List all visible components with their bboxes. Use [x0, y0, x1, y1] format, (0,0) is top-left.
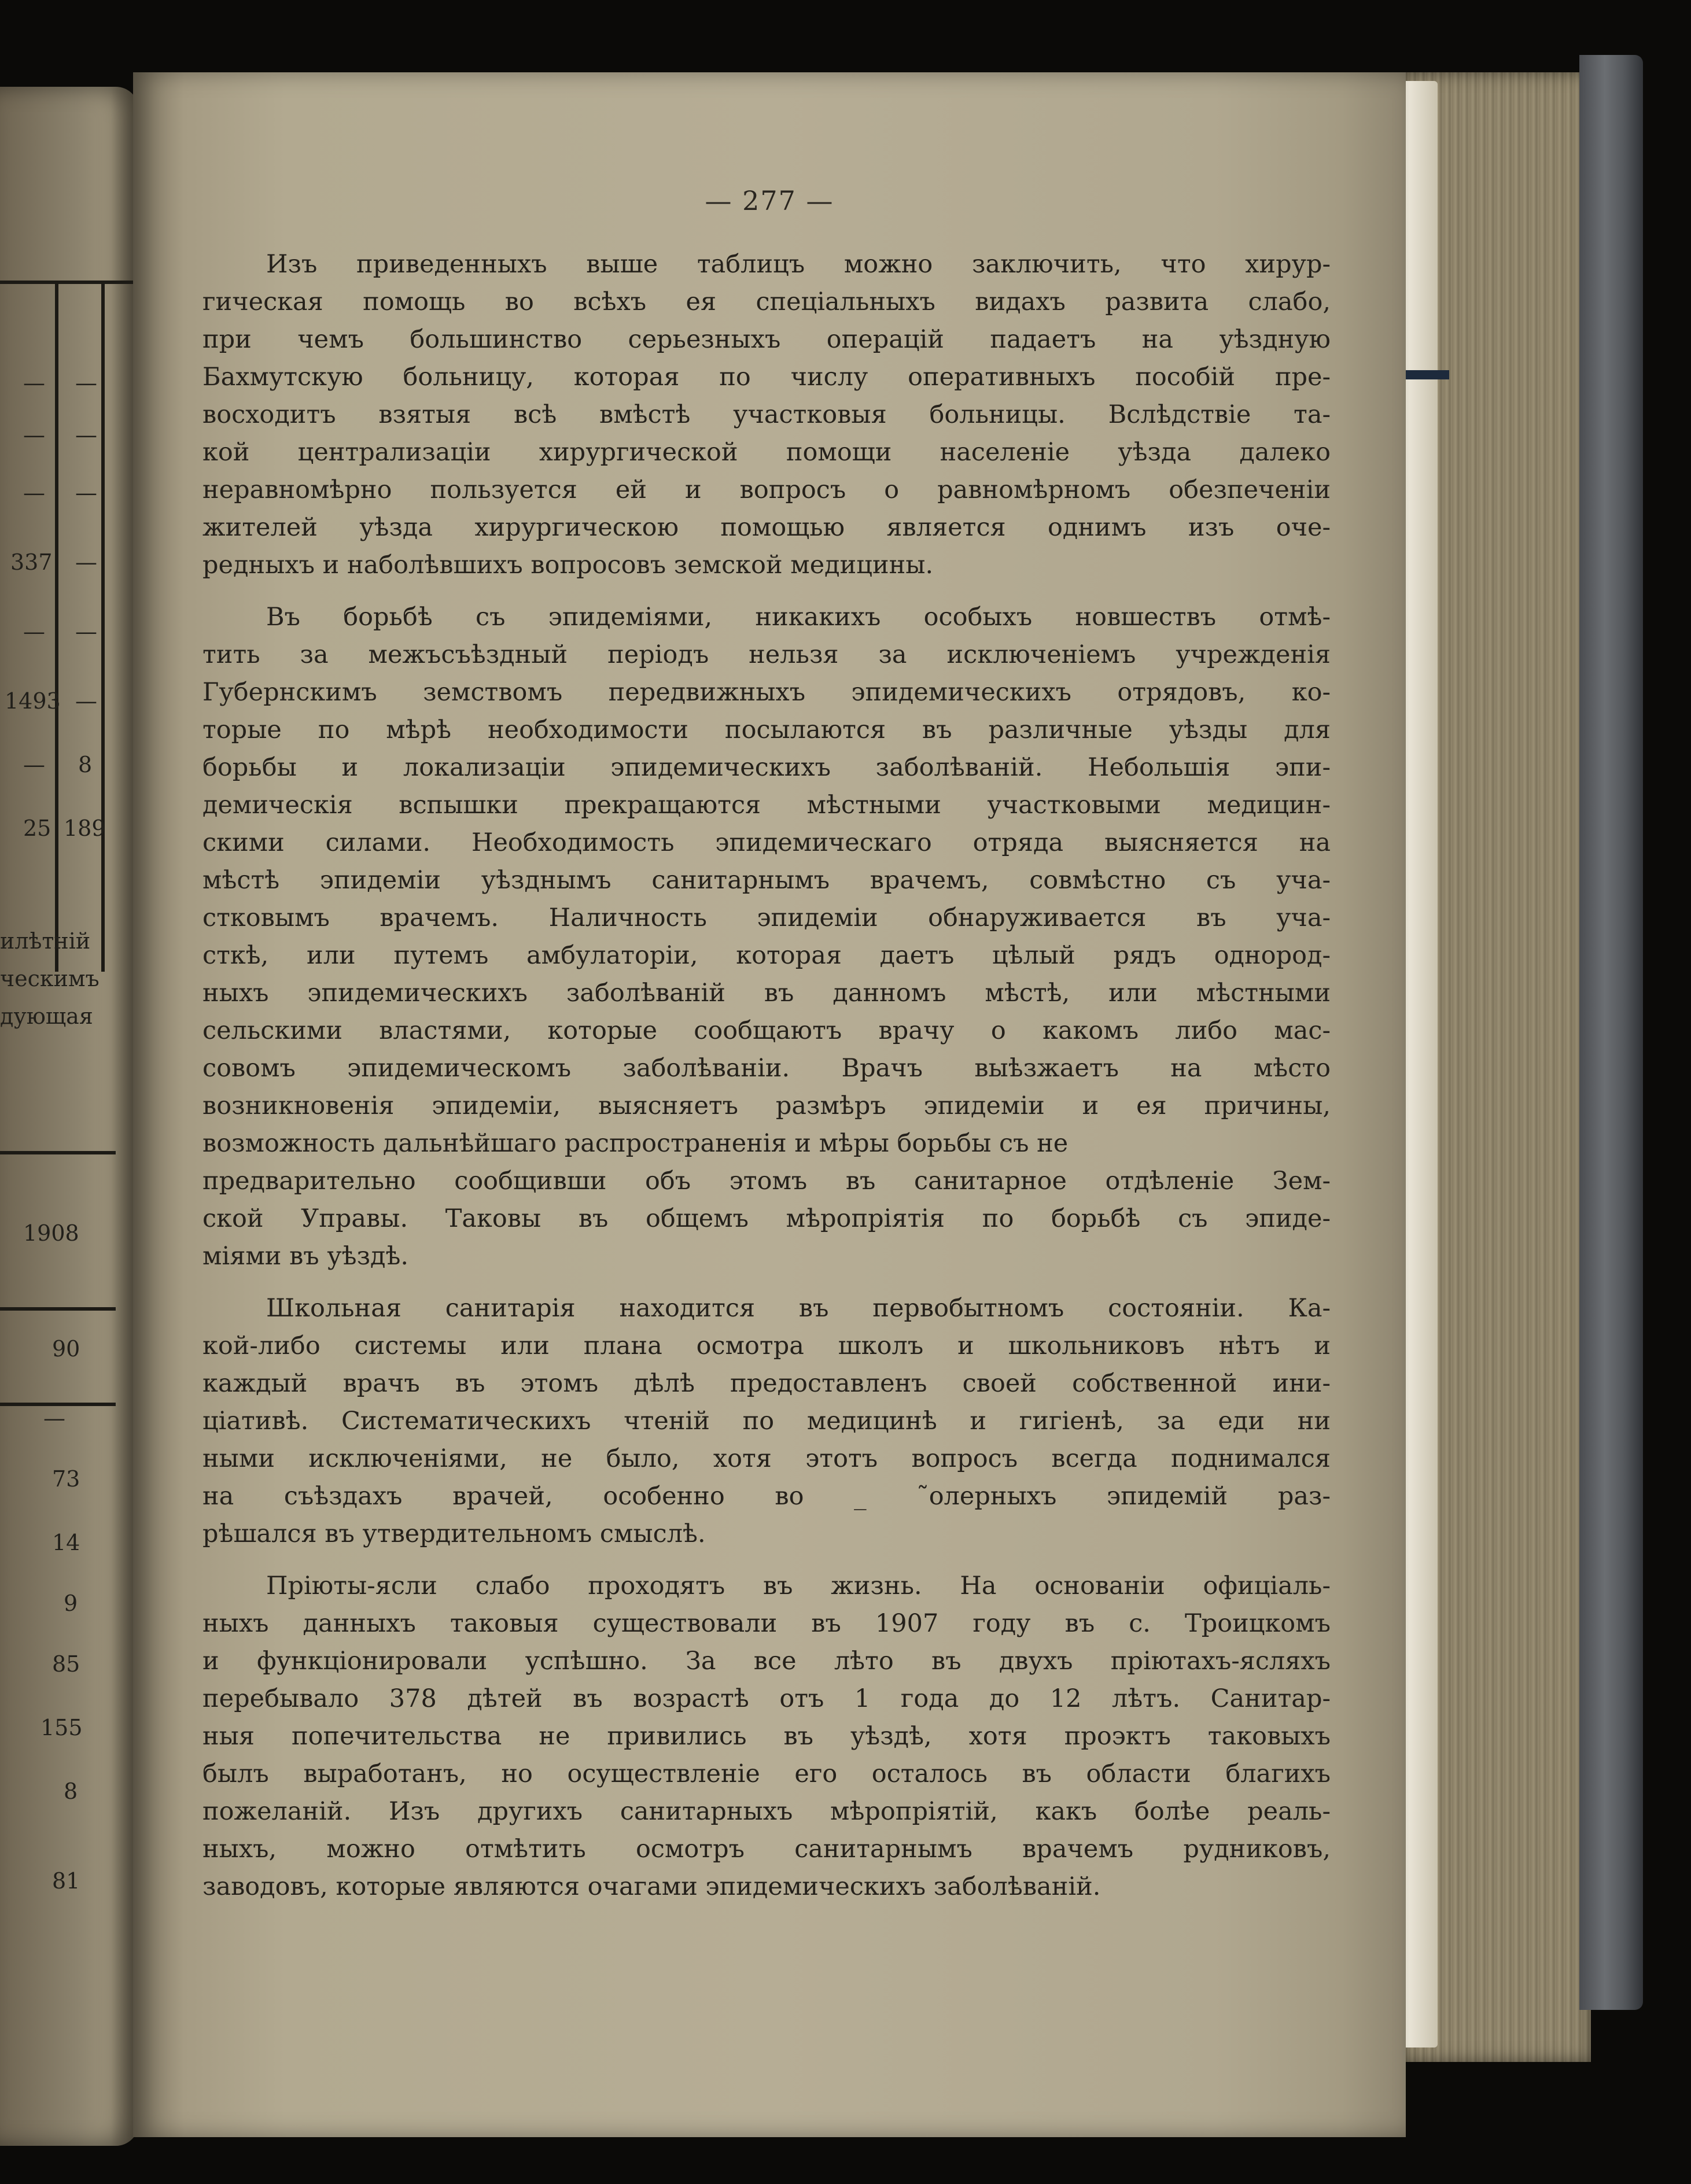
text-line: кой централизаціи хирургической помощи населеніе уѣзда далеко — [202, 438, 1331, 467]
table-cell: 9 — [64, 1591, 78, 1616]
table-rule — [0, 1151, 116, 1154]
table-cell: 155 — [40, 1715, 83, 1740]
text-line: Пріюты-ясли слабо проходятъ въ жизнь. На основаніи офиціаль- — [266, 1571, 1331, 1600]
text-line: на съѣздахъ врачей, особенно во _ ˜олерныхъ эпидемій раз- — [202, 1482, 1331, 1511]
text-line: Школьная санитарія находится въ первобытномъ состояніи. Ка- — [266, 1294, 1331, 1323]
text-line: ціативѣ. Систематическихъ чтеній по медицинѣ и гигіенѣ, за еди ни — [202, 1407, 1331, 1436]
table-cell: 85 — [52, 1651, 80, 1677]
text-line: мѣстѣ эпидеміи уѣзднымъ санитарнымъ врачемъ, совмѣстно съ уча- — [202, 866, 1331, 895]
table-cell: — — [23, 480, 45, 506]
table-cell: — — [75, 619, 97, 644]
text-fragment: илѣтній — [0, 928, 91, 954]
text-line: кой-либо системы или плана осмотра школъ и школьниковъ нѣтъ и — [202, 1331, 1331, 1360]
text-line: неравномѣрно пользуется ей и вопросъ о равномѣрномъ обезпеченіи — [202, 475, 1331, 504]
table-cell: 189 — [64, 816, 106, 841]
text-line: совомъ эпидемическомъ заболѣваніи. Врачъ выѣзжаетъ на мѣсто — [202, 1054, 1331, 1083]
text-line: редныхъ и наболѣвшихъ вопросовъ земской медицины. — [202, 551, 934, 580]
text-line: тить за межъсъѣздный періодъ нельзя за исключеніемъ учрежденія — [202, 640, 1331, 669]
text-line: перебывало 378 дѣтей въ возрастѣ отъ 1 года до 12 лѣтъ. Санитар- — [202, 1684, 1331, 1713]
table-cell: 1908 — [23, 1220, 79, 1246]
page-marker — [1406, 370, 1449, 379]
table-cell: 90 — [52, 1336, 80, 1362]
text-line: восходитъ взятыя всѣ вмѣстѣ участковыя больницы. Вслѣдствіе та- — [202, 400, 1331, 429]
page-body-text — [202, 246, 1331, 1906]
table-rule — [55, 283, 58, 972]
paragraph-surgery — [202, 246, 1331, 584]
text-line: сельскими властями, которые сообщаютъ врачу о какомъ либо мас- — [202, 1016, 1331, 1045]
table-cell: — — [75, 480, 97, 506]
text-line: борьбы и локализаціи эпидемическихъ заболѣваній. Небольшія эпи- — [202, 753, 1331, 782]
table-cell: — — [43, 1405, 65, 1431]
text-fragment: дующая — [0, 1004, 93, 1029]
text-line: ными исключеніями, не было, хотя этотъ вопросъ всегда поднимался — [202, 1444, 1331, 1473]
text-line: возникновенія эпидеміи, выясняетъ размѣръ эпидеміи и ея причины, — [202, 1091, 1331, 1120]
text-line: жителей уѣзда хирургическою помощью является однимъ изъ оче- — [202, 513, 1331, 542]
text-line: при чемъ большинство серьезныхъ операцій падаетъ на уѣздную — [202, 325, 1331, 354]
table-cell: — — [23, 752, 45, 777]
table-cell: — — [75, 688, 97, 714]
text-line: рѣшался въ утвердительномъ смыслѣ. — [202, 1519, 706, 1548]
book-cover-edge — [1579, 55, 1643, 2010]
table-cell: — — [23, 619, 45, 644]
table-cell: 337 — [10, 549, 53, 575]
table-rule — [0, 1307, 116, 1311]
table-cell: 8 — [78, 752, 93, 777]
text-line: скими силами. Необходимость эпидемическаго отряда выясняется на — [202, 828, 1331, 857]
text-line: заводовъ, которые являются очагами эпидемическихъ заболѣваній. — [202, 1872, 1101, 1901]
text-line: Въ борьбѣ съ эпидеміями, никакихъ особыхъ новшествъ отмѣ- — [266, 603, 1331, 632]
table-cell: 25 — [23, 816, 51, 841]
table-rule — [0, 281, 139, 284]
text-line: ныхъ, можно отмѣтить осмотръ санитарнымъ врачемъ рудниковъ, — [202, 1835, 1331, 1864]
paragraph-epidemics — [202, 599, 1331, 1275]
table-cell: 81 — [52, 1868, 80, 1894]
table-cell: — — [75, 549, 97, 575]
text-line: былъ выработанъ, но осуществленіе его осталось въ области благихъ — [202, 1759, 1331, 1788]
text-line: ской Управы. Таковы въ общемъ мѣропріятія по борьбѣ съ эпиде- — [202, 1204, 1331, 1233]
table-cell: 73 — [52, 1466, 80, 1492]
text-line: Бахмутскую больницу, которая по числу оперативныхъ пособій пре- — [202, 363, 1331, 392]
table-cell: — — [75, 370, 97, 396]
text-line: ныя попечительства не привились въ уѣздѣ, хотя проэктъ таковыхъ — [202, 1722, 1331, 1751]
text-line: сткѣ, или путемъ амбулаторіи, которая даетъ цѣлый рядъ однород- — [202, 941, 1331, 970]
text-line: міями въ уѣздѣ. — [202, 1242, 409, 1271]
text-line: стковымъ врачемъ. Наличность эпидеміи обнаруживается въ уча- — [202, 903, 1331, 932]
text-line: гическая помощь во всѣхъ ея спеціальныхъ видахъ развита слабо, — [202, 287, 1331, 316]
text-line: торые по мѣрѣ необходимости посылаются въ различные уѣзды для — [202, 715, 1331, 744]
text-line: каждый врачъ въ этомъ дѣлѣ предоставленъ своей собственной ини- — [202, 1369, 1331, 1398]
table-cell: — — [75, 422, 97, 448]
text-line: ныхъ эпидемическихъ заболѣваній въ данномъ мѣстѣ, или мѣстными — [202, 979, 1331, 1008]
paragraph-nurseries — [202, 1567, 1331, 1906]
table-rule — [101, 283, 105, 972]
text-line: Губернскимъ земствомъ передвижныхъ эпидемическихъ отрядовъ, ко- — [202, 678, 1331, 707]
page-number: — 277 — — [705, 185, 834, 216]
left-page-fragment — [0, 87, 139, 2146]
text-line: демическія вспышки прекращаются мѣстными участковыми медицин- — [202, 791, 1331, 820]
text-line: предварительно сообщивши объ этомъ въ санитарное отдѣленіе Зем- — [202, 1167, 1331, 1196]
text-line: и функціонировали успѣшно. За все лѣто въ двухъ пріютахъ-ясляхъ — [202, 1647, 1331, 1676]
main-page — [133, 72, 1406, 2137]
paragraph-school-sanitation — [202, 1290, 1331, 1553]
table-cell: 8 — [64, 1779, 78, 1804]
table-cell: 1493 — [5, 688, 61, 714]
table-cell: 14 — [52, 1530, 80, 1555]
text-line: ныхъ данныхъ таковыя существовали въ 1907 году въ с. Троицкомъ — [202, 1609, 1331, 1638]
table-cell: — — [23, 422, 45, 448]
text-line: пожеланій. Изъ другихъ санитарныхъ мѣропріятій, какъ болѣе реаль- — [202, 1797, 1331, 1826]
text-line: Изъ приведенныхъ выше таблицъ можно заключить, что хирур- — [266, 250, 1331, 279]
text-fragment: ческимъ — [0, 966, 100, 991]
table-cell: — — [23, 370, 45, 396]
text-line: возможность дальнѣйшаго распространенія и мѣры борьбы съ не — [202, 1129, 1069, 1158]
